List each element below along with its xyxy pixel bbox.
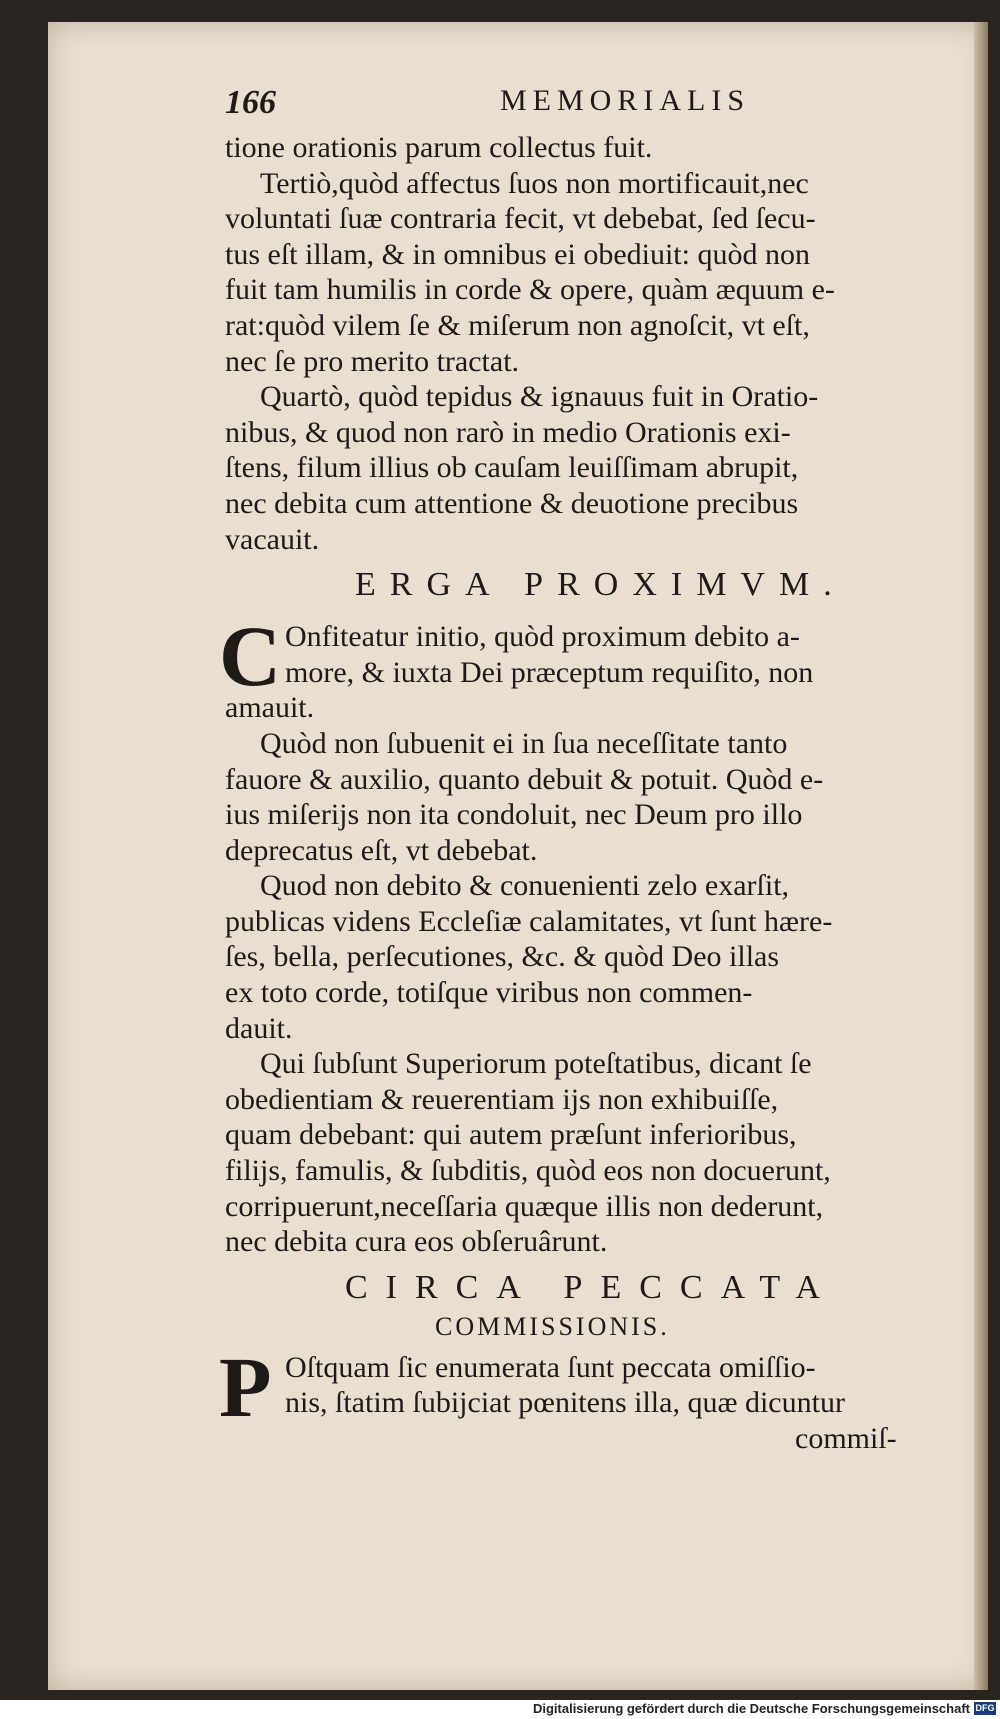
paragraph-quod-non-subuenit [225,726,965,868]
page-edge [974,22,988,1690]
footer-credit: Digitalisierung gefördert durch die Deutsche Forschungsgemeinschaft [532,1701,970,1716]
paragraph-qui-subsunt [225,1046,965,1260]
page-number: 166 [225,84,276,121]
text-line: Qui ſubſunt Superiorum poteſtatibus, dicant ſe [260,1047,812,1081]
page-header [225,78,965,130]
text-line: obedientiam & reuerentiam ijs non exhibuiſſe, [225,1082,779,1116]
text-line: Quod non debito & conuenienti zelo exarſit, [260,869,790,903]
text-line: voluntati ſuæ contraria fecit, vt debebat, ſed ſecu- [225,202,816,236]
text-line: rat:quòd vilem ſe & miſerum non agnoſcit, vt eſt, [225,308,810,342]
paragraph-postquam [219,1338,965,1457]
text-line: ius miſerijs non ita condoluit, nec Deum pro illo [225,798,803,832]
text-line: Oſtquam ſic enumerata ſunt peccata omiſſio- [285,1350,816,1384]
text-line: amauit. [225,691,315,725]
text-line: Quartò, quòd tepidus & ignauus fuit in Oratio- [260,380,819,414]
paragraph-tertio [225,166,965,380]
section-heading-erga-proximum: ERGA PROXIMVM. [355,566,846,604]
drop-cap: P [219,1338,272,1435]
section-heading-circa-peccata: CIRCA PECCATA [345,1268,838,1306]
text-line: deprecatus eſt, vt debebat. [225,833,538,867]
text-line: nibus, & quod non rarò in medio Orationis exi- [225,415,791,449]
text-line: ſtens, filum illius ob cauſam leuiſſimam abrupit, [225,451,799,485]
paragraph-quod-non-debito [225,868,965,1046]
paragraph-confiteatur [219,608,965,726]
text-line: fauore & auxilio, quanto debuit & potuit. Quòd e- [225,762,824,796]
drop-cap: C [219,608,282,705]
paragraph-quarto [225,379,965,557]
catchword: commiſ- [795,1422,897,1455]
paragraph-0 [225,130,965,166]
section-subheading-commissionis: COMMISSIONIS. [435,1311,670,1341]
text-line: nec ſe pro merito tractat. [225,344,520,378]
text-line: nec debita cura eos obſeruârunt. [225,1225,608,1259]
text-line: nec debita cum attentione & deuotione precibus [225,486,799,520]
dfg-logo-icon: DFG [975,1703,995,1713]
text-line: ſes, bella, perſecutiones, &c. & quòd Deo illas [225,940,780,974]
text-line: filijs, famulis, & ſubditis, quòd eos non docuerunt, [225,1154,831,1188]
text-block [219,78,965,1457]
text-line: tione orationis parum collectus fuit. [225,131,653,164]
text-line: vacauit. [225,522,320,556]
text-line: Quòd non ſubuenit ei in ſua neceſſitate tanto [260,726,788,760]
text-line: fuit tam humilis in corde & opere, quàm æquum e- [225,273,835,307]
running-head: MEMORIALIS [500,84,751,117]
text-line: tus eſt illam, & in omnibus ei obediuit: quòd non [225,237,810,271]
text-line: Tertiò,quòd affectus ſuos non mortificauit,nec [260,166,809,200]
text-line: Onfiteatur initio, quòd proximum debito a- [285,620,800,654]
text-line: corripuerunt,neceſſaria quæque illis non dederunt, [225,1189,824,1223]
text-line: more, & iuxta Dei præceptum requiſito, non [285,655,814,689]
text-line: dauit. [225,1011,293,1045]
text-line: quam debebant: qui autem præſunt inferioribus, [225,1118,797,1152]
text-line: publicas videns Eccleſiæ calamitates, vt ſunt hære- [225,904,833,938]
text-line: ex toto corde, totiſque viribus non commen- [225,976,753,1010]
text-line: nis, ſtatim ſubijciat pœnitens illa, quæ dicuntur [285,1386,845,1420]
